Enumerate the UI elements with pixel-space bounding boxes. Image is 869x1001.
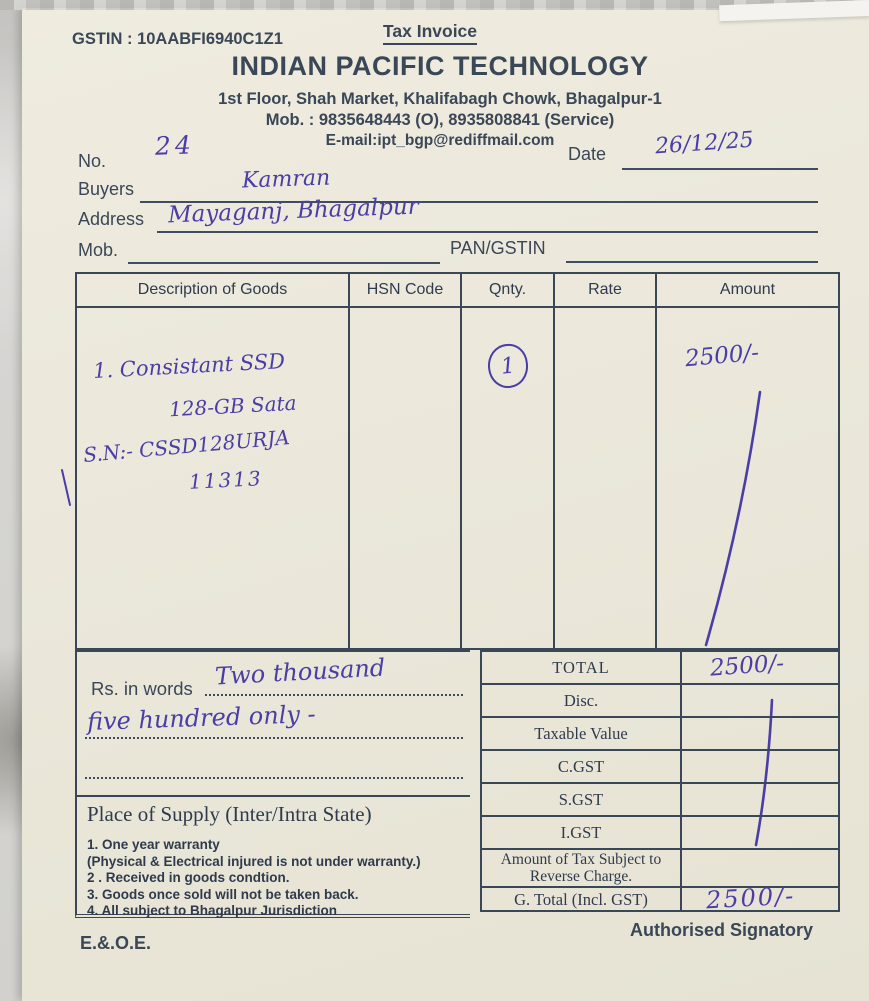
summary-label-cgst: C.GST	[482, 751, 682, 784]
invoice-no-label: No.	[78, 151, 107, 171]
summary-value-igst	[682, 817, 838, 850]
buyer-mob-label: Mob.	[78, 240, 119, 260]
summary-value-sgst	[682, 784, 838, 817]
company-email: E-mail:ipt_bgp@rediffmail.com	[325, 132, 555, 149]
summary-label-taxable-value: Taxable Value	[482, 718, 682, 751]
item-serial-number-2: 11313	[188, 466, 264, 494]
col-header-description: Description of Goods	[77, 274, 350, 308]
summary-value-taxable-value	[682, 718, 838, 751]
grand-total-value: 2500/-	[705, 881, 796, 915]
col-header-rate: Rate	[555, 274, 657, 308]
summary-label-disc: Disc.	[482, 685, 682, 718]
place-of-supply-heading: Place of Supply (Inter/Intra State)	[87, 802, 372, 826]
item-description-line2: 128-GB Sata	[168, 390, 298, 422]
term-line-2: (Physical & Electrical injured is not under warranty.)	[87, 853, 421, 869]
summary-label-igst: I.GST	[482, 817, 682, 850]
item-qty-circled-value: 1	[486, 342, 530, 390]
term-line-1: 1. One year warranty	[87, 837, 220, 852]
company-phone: Mob. : 9835648443 (O), 8935808841 (Service)	[265, 111, 615, 129]
summary-label-sgst: S.GST	[482, 784, 682, 817]
items-table	[75, 272, 840, 650]
buyer-address-value: Mayaganj, Bhagalpur	[167, 193, 420, 229]
summary-value-cgst	[682, 751, 838, 784]
item-qty-cell	[462, 308, 555, 648]
gstin-text: GSTIN : 10AABFI6940C1Z1	[72, 30, 283, 48]
summary-label-grand-total: G. Total (Incl. GST)	[482, 888, 682, 910]
summary-value-total	[682, 652, 838, 685]
summary-label-reverse-charge: Amount of Tax Subject to Reverse Charge.	[482, 850, 682, 888]
company-address: 1st Floor, Shah Market, Khalifabagh Chowk, Bhagalpur-1	[218, 90, 662, 108]
doc-type-title: Tax Invoice	[383, 21, 477, 45]
pan-gstin-label: PAN/GSTIN	[450, 238, 546, 258]
amount-in-words-box	[75, 650, 470, 795]
eoe-text: E.&.O.E.	[80, 933, 152, 953]
words-dotted-line-3	[85, 755, 463, 779]
buyer-mob-line	[128, 241, 440, 264]
summary-value-reverse-charge	[682, 850, 838, 888]
term-line-5: 4. All subject to Bhagalpur Jurisdiction	[87, 903, 338, 918]
term-line-4: 3. Goods once sold will not be taken back.	[87, 886, 359, 902]
item-amount-cell	[657, 308, 838, 648]
buyers-value: Kamran	[241, 165, 331, 194]
item-rate-cell	[555, 308, 657, 648]
item-serial-number: S.N:- CSSD128URJA	[82, 425, 291, 467]
buyer-address-label: Address	[78, 209, 145, 229]
col-header-qty: Qnty.	[462, 274, 555, 308]
date-value: 26/12/25	[654, 127, 755, 160]
term-line-3: 2 . Received in goods condtion.	[87, 870, 290, 885]
rs-in-words-label: Rs. in words	[91, 678, 193, 699]
item-description-cell	[77, 308, 350, 648]
authorised-signatory-label: Authorised Signatory	[630, 920, 814, 940]
summary-table	[480, 650, 840, 915]
words-value-line2: five hundred only -	[86, 700, 317, 736]
item-amount-value: 2500/-	[684, 339, 761, 373]
total-amount-value: 2500/-	[709, 650, 785, 682]
terms-box	[75, 795, 470, 918]
invoice-no-value: 24	[154, 130, 196, 161]
summary-value-disc	[682, 685, 838, 718]
words-value-line1: Two thousand	[214, 653, 386, 691]
item-hsn-cell	[350, 308, 462, 648]
company-name: INDIAN PACIFIC TECHNOLOGY	[231, 51, 649, 81]
item-description-line1: 1. Consistant SSD	[92, 348, 286, 384]
date-label: Date	[568, 144, 607, 164]
summary-label-total: TOTAL	[482, 652, 682, 685]
summary-value-grand-total	[682, 881, 838, 915]
col-header-hsn: HSN Code	[350, 274, 462, 308]
pan-gstin-line	[566, 240, 818, 263]
col-header-amount: Amount	[657, 274, 838, 308]
buyers-label: Buyers	[78, 179, 135, 199]
